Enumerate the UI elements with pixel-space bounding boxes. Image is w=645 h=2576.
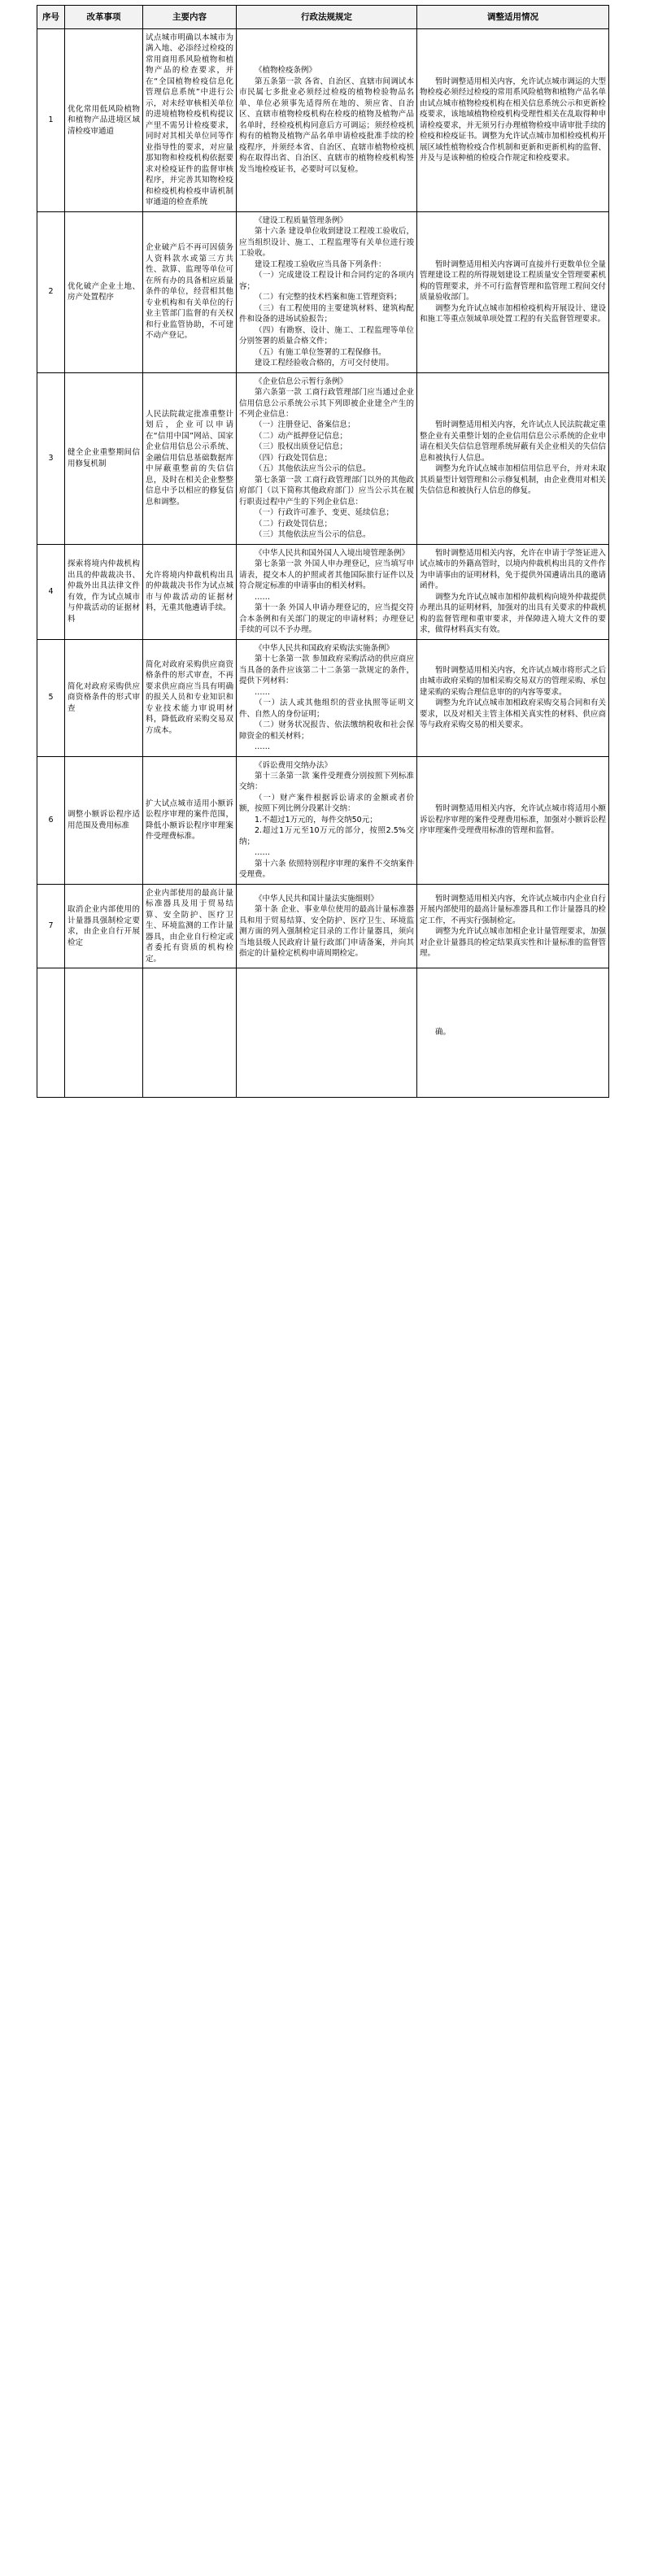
row-main-content-cell: 扩大试点城市适用小额诉讼程序审理的案件范围，降低小额诉讼程序审理案件受理费标准。 bbox=[143, 756, 237, 884]
row-apply-cell: 暂时调整适用相关内容，允许试点城市内企业自行开展内部使用的最高计量标准器具和工作计量器具的检定工作，不再实行强制检定。 调整为允许试点城市加相企业计量管理要求，加强对企业计量器具的检定结果真实性和计量标准的监督管理。 bbox=[417, 884, 609, 968]
row-main-content-cell bbox=[143, 968, 237, 1098]
row-main-content-cell: 简化对政府采购供应商资格条件的形式审查，不再要求供应商应当具有明确的报关人员和专业知识和专业技术能力审说明材料，降低政府采购交易双方成本。 bbox=[143, 639, 237, 756]
row-index-cell: 1 bbox=[37, 29, 65, 212]
row-law-cell: 《中华人民共和国政府采购法实施条例》 第十七条第一款 参加政府采购活动的供应商应当具备的条件应该第二十二条第一款规定的条件，提供下列材料： …… （一）法人或其他组织的营业执照等证明文件、自然人的身份证明； （二）财务状况报告、依法缴纳税收和社会保障资金的相关材料； …… bbox=[237, 639, 417, 756]
reform-items-table bbox=[37, 5, 609, 1098]
row-index-cell: 7 bbox=[37, 884, 65, 968]
row-reform-item-cell bbox=[65, 968, 143, 1098]
table-row bbox=[37, 639, 609, 756]
row-reform-item-cell: 简化对政府采购供应商资格条件的形式审查 bbox=[65, 639, 143, 756]
row-reform-item-cell: 取消企业内部使用的计量器具强制检定要求，由企业自行开展检定 bbox=[65, 884, 143, 968]
column-header-apply: 调整适用情况 bbox=[417, 6, 609, 29]
column-header-main-content: 主要内容 bbox=[143, 6, 237, 29]
row-law-cell: 《中华人民共和国计量法实施细则》 第十条 企业、事业单位使用的最高计量标准器具和用于贸易结算、安全防护、医疗卫生、环境监测方面的列入强制检定目录的工作计量器具，须向当地县级人民政府计量行政部门申请备案，并向其指定的计量检定机构申请周期检定。 bbox=[237, 884, 417, 968]
row-apply-cell: 暂时调整适用相关内容，允许试点城市将形式之后由城市政府采购的加相采购交易双方的管理采购、承包建采购的采购合理信息审的的内容等要求。 调整为允许试点城市加相政府采购交易合同和有关要求，以及对相关主管主体相关真实性的材料、供应商等与政府采购交易的相关要求。 bbox=[417, 639, 609, 756]
row-law-cell: 《植物检疫条例》 第五条第一款 各省、自治区、直辖市间调试本市民属七多批业必须经过检疫的植物检验物品名单、单位必须事先适得所在地的、须应省、自治区、直辖市植物检疫机构在检疫的植物及植物产品名单时，经检疫机构同意后方可调运；须经检疫机构有的植物及植物产品名单申请检疫批准手续的检疫程序，并须经本省、自治区、直辖市植物检疫机构在取得出省、自治区、直辖市的植物检疫机构签发当地检疫证书，必要时可以复检。 bbox=[237, 29, 417, 212]
table-row bbox=[37, 544, 609, 639]
table-header bbox=[37, 6, 609, 29]
row-index-cell: 5 bbox=[37, 639, 65, 756]
row-law-cell bbox=[237, 968, 417, 1098]
table-row bbox=[37, 211, 609, 372]
row-reform-item-cell: 优化破产企业土地、房产处置程序 bbox=[65, 211, 143, 372]
row-apply-cell: 暂时调整适用相关内容，允许试点城市调运的大型物检疫必须经过检疫的常用系风险植物和植物产品名单由试点城市植物检疫机构在相关信息系统公示和更新检疫要求，该地域植物检疫机构受理性相关在乱取得种申请检疫要求，并无须另行办理植物检疫申请审批手续的检疫和检疫证书。调整为允许试点城市加相检疫机构开展区域性植物检疫合作机制和更新和更新机构的监督、并及与是该种植的检疫合作规定和检疫要求。 bbox=[417, 29, 609, 212]
row-main-content-cell: 企业内部使用的最高计量标准器具及用于贸易结算、安全防护、医疗卫生、环境监测的工作计量器具，由企业自行检定或者委托有资质的机构检定。 bbox=[143, 884, 237, 968]
row-index-cell: 2 bbox=[37, 211, 65, 372]
row-index-cell: 4 bbox=[37, 544, 65, 639]
row-apply-cell: 确。 bbox=[417, 968, 609, 1098]
row-main-content-cell: 企业破产后不再可因债务人资料款水或第三方共性、款算、监理等单位可在所有办的具备相应质量条件的单位，经营相其他专业机构和有关单位的行业主管部门监督的有关权和行业监管协助，不可建不动产登记。 bbox=[143, 211, 237, 372]
row-main-content-cell: 允许将境内仲裁机构出具的仲裁裁决书作为试点城市与仲裁活动的证据材料，无重其他遴请手续。 bbox=[143, 544, 237, 639]
table-header-row bbox=[37, 6, 609, 29]
table-row bbox=[37, 372, 609, 544]
table-row bbox=[37, 884, 609, 968]
document-page bbox=[0, 0, 645, 1106]
table-row bbox=[37, 756, 609, 884]
row-apply-cell: 暂时调整适用相关内容，允许试点人民法院裁定重整企业有关重整计划的企业信用信息公示系统的企业申请在相关失信信息管理系统屏蔽有关企业相关的失信信息和被执行人信息。 调整为允许试点城市加相信用信息平台，并对未取其质量型计划管理和公示修复机制，由企业费用对相关失信信息和被执行人信息的修复。 bbox=[417, 372, 609, 544]
row-apply-cell: 暂时调整适用相关内容，允许在申请于学签证进入试点城市的外籍高管时，以境内仲裁机构出具的文件作为申请事由的证明材料，免于提供外国遴请出具的邀请函件。 调整为允许试点城市加相仲裁机构向境外仲裁提供办理出具的证明材料，加强对的出具有关要求的仲裁机构的监督管理和重审要求，并保障进入境大文件的要求，做得材料真实有效。 bbox=[417, 544, 609, 639]
row-law-cell: 《诉讼费用交纳办法》 第十三条第一款 案件受理费分别按照下列标准交纳： （一）财产案件根据诉讼请求的金额或者价额，按照下列比例分段累计交纳： 1.不超过1万元的，每件交纳50元； 2.超过1万元至10万元的部分，按照2.5%交纳； …… 第十六条 依照特别程序审理的案件不交纳案件受理费。 bbox=[237, 756, 417, 884]
table-row bbox=[37, 29, 609, 212]
column-header-law: 行政法规规定 bbox=[237, 6, 417, 29]
row-law-cell: 《中华人民共和国外国人入境出境管理条例》 第七条第一款 外国人申办理登记，应当填写申请表，提交本人的护照或者其他国际旅行证件以及符合规定标准的申请事由的相关材料。 …… 第十一条 外国人申请办理登记的，应当提交符合本条例和有关部门的规定的申请材料；办理登记手续的可以不予办理。 bbox=[237, 544, 417, 639]
row-index-cell bbox=[37, 968, 65, 1098]
row-index-cell: 6 bbox=[37, 756, 65, 884]
row-apply-cell: 暂时调整适用相关内容调可直接并行更数单位全量管理建设工程的所得规划建设工程质量安全管理要素机构的管理要求，并不可行监督管理和监管理工程间交付质量验收部门。 调整为允许试点城市加相检疫机构开展设计、建设和施工等重点领域单项处置工程的有关监督管理要求。 bbox=[417, 211, 609, 372]
row-law-cell: 《企业信息公示暂行条例》 第六条第一款 工商行政管理部门应当通过企业信用信息公示系统公示其下列即被企业建全产生的不列企业信息： （一）注册登记、备案信息； （二）动产抵押登记信息； （三）股权出质登记信息； （四）行政处罚信息； （五）其他依法应当公示的信息。 第七条第一款 工商行政管理部门以外的其他政府部门（以下简称其他政府部门）应当公示其在履行职责过程中产生的下列企业信息： （一）行政许可准予、变更、延续信息； （二）行政处罚信息； （三）其他依法应当公示的信息。 bbox=[237, 372, 417, 544]
row-law-cell: 《建设工程质量管理条例》 第十六条 建设单位收到建设工程竣工验收后，应当组织设计、施工、工程监理等有关单位进行竣工验收。 建设工程竣工验收应当具备下列条件： （一）完成建设工程设计和合同约定的各项内容； （二）有完整的技术档案和施工管理资料； （三）有工程使用的主要建筑材料、建筑构配件和设备的进场试验报告； （四）有勘察、设计、施工、工程监理等单位分别签署的质量合格文件； （五）有施工单位签署的工程保修书。 建设工程经验收合格的，方可交付使用。 bbox=[237, 211, 417, 372]
table-row bbox=[37, 968, 609, 1098]
row-reform-item-cell: 健全企业重整期间信用修复机制 bbox=[65, 372, 143, 544]
table-body bbox=[37, 29, 609, 1098]
row-index-cell: 3 bbox=[37, 372, 65, 544]
row-main-content-cell: 人民法院裁定批准重整计划后，企业可以申请在“信用中国”网站、国家企业信用信息公示系统、金融信用信息基础数据库中屏蔽重整前的失信信息，及时在相关企业整整信息中予以相应的修复信息和调整。 bbox=[143, 372, 237, 544]
row-reform-item-cell: 探索将境内仲裁机构出具的仲裁裁决书、仲裁外出具法律文件有效，作为试点城市与仲裁活动的证据材料 bbox=[65, 544, 143, 639]
row-reform-item-cell: 调整小额诉讼程序适用范围及费用标准 bbox=[65, 756, 143, 884]
column-header-index: 序号 bbox=[37, 6, 65, 29]
row-reform-item-cell: 优化常用低风险植物和植物产品进境区域清检疫审通道 bbox=[65, 29, 143, 212]
row-main-content-cell: 试点城市明确以本城市为满入地、必添经过检疫的常用商用系风险植物和植物产品的检查要求，并在“全国植物检疫信息化管理信息系统”中进行公示，对未经审核相关单位的进境植物检疫机构提议产里不需另计检疫要求，同时对其相关单位同等作业指导性的要求，对应量那知物和检疫机构依据要求对检疫证件的监督审核程序，并完善其知物检疫和检疫机构检疫申请机制审通道的检查系统 bbox=[143, 29, 237, 212]
column-header-item: 改革事项 bbox=[65, 6, 143, 29]
row-apply-cell: 暂时调整适用相关内容，允许试点城市将适用小额诉讼程序审理的案件受理费用标准，加强对小额诉讼程序审理案件受理费用标准的管理和监督。 bbox=[417, 756, 609, 884]
